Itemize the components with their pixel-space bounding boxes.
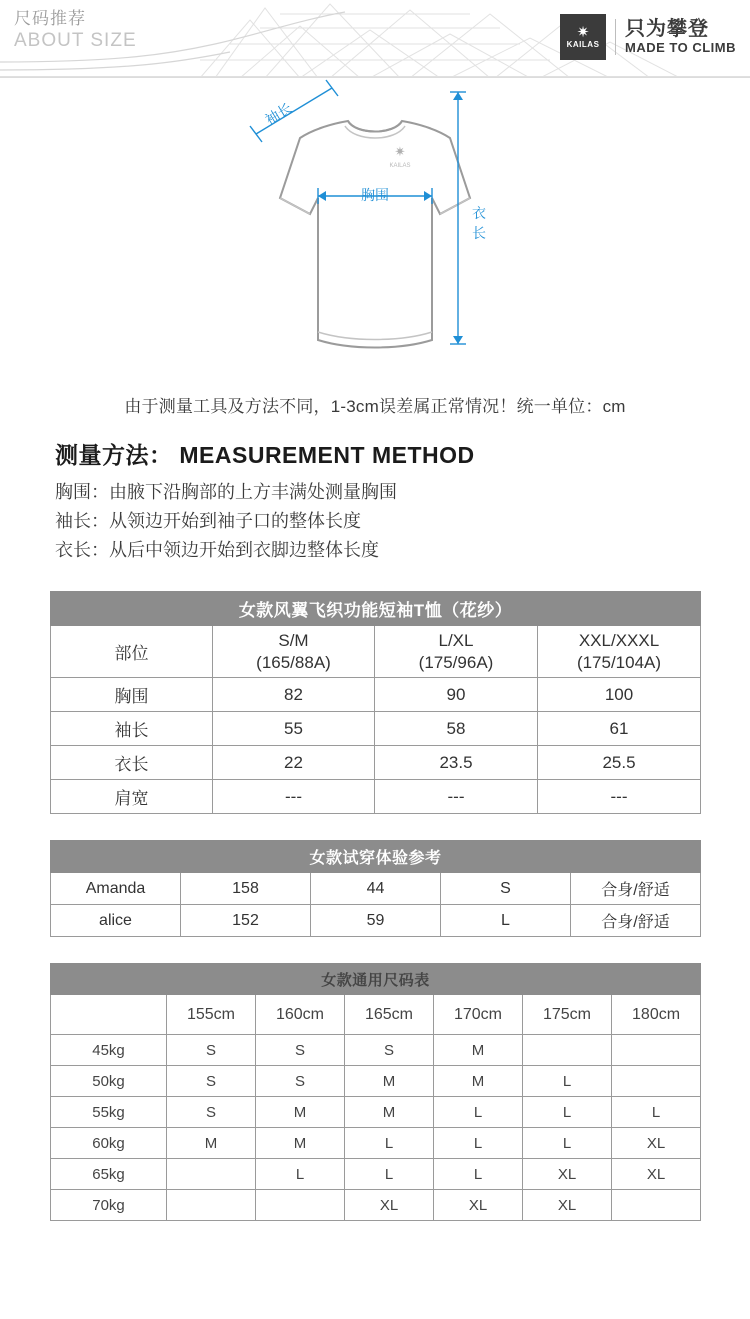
size-row-3-val-2: --- (538, 780, 701, 814)
kailas-logo-icon (560, 14, 606, 60)
size-col-0-spec: (165/88A) (256, 652, 331, 672)
tryon-row-0-weight: 44 (311, 873, 441, 905)
general-row-5-val-5 (612, 1190, 701, 1221)
tryon-row-1-height: 152 (181, 905, 311, 937)
general-row-1-val-0: S (167, 1066, 256, 1097)
brand-slogan-en: MADE TO CLIMB (625, 40, 736, 55)
general-row-4-val-1: L (256, 1159, 345, 1190)
general-row-3-val-4: L (523, 1128, 612, 1159)
size-row-0-val-1: 90 (375, 678, 538, 712)
brand-slogan-cn: 只为攀登 (625, 18, 710, 40)
size-table-header-label: 部位 (51, 626, 213, 678)
general-table-caption-row (51, 964, 701, 995)
general-col-5: 180cm (612, 995, 701, 1035)
size-table (50, 591, 701, 814)
table-row (51, 1066, 701, 1097)
tryon-row-1-name: alice (51, 905, 181, 937)
general-row-0-val-1: S (256, 1035, 345, 1066)
method-line-chest: 胸围：由腋下沿胸部的上方丰满处测量胸围 (55, 482, 397, 502)
tryon-row-0-height: 158 (181, 873, 311, 905)
tryon-table (50, 840, 701, 937)
tryon-table-caption: 女款试穿体验参考 (51, 841, 701, 873)
general-table-header-row (51, 995, 701, 1035)
general-row-1-val-1: S (256, 1066, 345, 1097)
tshirt-diagram-svg (0, 78, 750, 378)
general-table-corner (51, 995, 167, 1035)
general-row-4-val-2: L (345, 1159, 434, 1190)
general-col-0: 155cm (167, 995, 256, 1035)
page-header (0, 0, 750, 78)
size-row-1-label: 袖长 (51, 712, 213, 746)
general-row-1-val-2: M (345, 1066, 434, 1097)
tryon-table-caption-row (51, 841, 701, 873)
size-row-2-val-0: 22 (213, 746, 375, 780)
measurement-tolerance-note: 由于测量工具及方法不同，1-3cm误差属正常情况！统一单位：cm (124, 397, 626, 416)
general-size-table (50, 963, 701, 1221)
svg-text:胸围: 胸围 (361, 187, 389, 203)
table-row (51, 1159, 701, 1190)
table-row (51, 780, 701, 814)
general-row-0-label: 45kg (51, 1035, 167, 1066)
size-col-1-spec: (175/96A) (418, 652, 494, 672)
logo-star-icon: ✷ (576, 23, 590, 41)
size-table-header-row (51, 626, 701, 678)
method-line-sleeve: 袖长：从领边开始到袖子口的整体长度 (55, 511, 361, 531)
size-col-0-size: S/M (278, 630, 309, 650)
general-row-5-label: 70kg (51, 1190, 167, 1221)
tryon-row-0-comment: 合身/舒适 (571, 873, 701, 905)
svg-text:✷: ✷ (394, 144, 406, 159)
general-col-2: 165cm (345, 995, 434, 1035)
general-row-5-val-0 (167, 1190, 256, 1221)
general-row-1-label: 50kg (51, 1066, 167, 1097)
tryon-row-1-weight: 59 (311, 905, 441, 937)
general-row-2-val-0: S (167, 1097, 256, 1128)
general-row-2-val-2: M (345, 1097, 434, 1128)
measurement-method-title: 测量方法： MEASUREMENT METHOD (55, 442, 475, 468)
general-row-2-val-1: M (256, 1097, 345, 1128)
tryon-row-0-size: S (441, 873, 571, 905)
general-row-0-val-3: M (434, 1035, 523, 1066)
general-row-1-val-3: M (434, 1066, 523, 1097)
size-row-0-val-0: 82 (213, 678, 375, 712)
page-bottom-spacer (0, 1221, 750, 1247)
table-row (51, 1035, 701, 1066)
table-row (51, 1128, 701, 1159)
size-table-caption: 女款风翼飞织功能短袖T恤（花纱） (51, 592, 701, 626)
general-row-5-val-2: XL (345, 1190, 434, 1221)
general-col-3: 170cm (434, 995, 523, 1035)
table-row (51, 678, 701, 712)
general-row-5-val-4: XL (523, 1190, 612, 1221)
general-row-0-val-5 (612, 1035, 701, 1066)
general-row-4-val-3: L (434, 1159, 523, 1190)
general-row-4-val-5: XL (612, 1159, 701, 1190)
general-row-2-val-3: L (434, 1097, 523, 1128)
general-table-caption: 女款通用尺码表 (51, 964, 701, 995)
general-row-3-val-2: L (345, 1128, 434, 1159)
general-row-4-label: 65kg (51, 1159, 167, 1190)
general-row-4-val-0 (167, 1159, 256, 1190)
table-row (51, 1097, 701, 1128)
size-col-1-size: L/XL (438, 630, 474, 650)
general-row-2-val-4: L (523, 1097, 612, 1128)
brand-lockup (560, 14, 736, 60)
table-row (51, 712, 701, 746)
measurement-method-block (0, 423, 750, 565)
logo-wordmark: KAILAS (566, 39, 600, 49)
general-row-0-val-4 (523, 1035, 612, 1066)
tshirt-measurement-diagram (0, 78, 750, 378)
general-row-3-label: 60kg (51, 1128, 167, 1159)
general-table-wrap (0, 963, 750, 1221)
tryon-table-wrap (0, 840, 750, 937)
general-row-3-val-5: XL (612, 1128, 701, 1159)
general-row-5-val-3: XL (434, 1190, 523, 1221)
size-row-1-val-2: 61 (538, 712, 701, 746)
size-col-2-spec: (175/104A) (576, 652, 662, 672)
size-row-0-label: 胸围 (51, 678, 213, 712)
size-row-2-label: 衣长 (51, 746, 213, 780)
size-row-1-val-0: 55 (213, 712, 375, 746)
size-row-3-val-0: --- (213, 780, 375, 814)
size-table-header-col-1 (375, 626, 538, 678)
general-row-4-val-4: XL (523, 1159, 612, 1190)
general-row-2-val-5: L (612, 1097, 701, 1128)
general-row-5-val-1 (256, 1190, 345, 1221)
tryon-row-1-size: L (441, 905, 571, 937)
svg-text:KAILAS: KAILAS (389, 163, 411, 169)
table-row (51, 905, 701, 937)
general-col-1: 160cm (256, 995, 345, 1035)
size-table-header-col-2 (538, 626, 701, 678)
brand-slogan (625, 18, 736, 56)
size-table-header-col-0 (213, 626, 375, 678)
brand-divider (615, 19, 616, 55)
page-title-en: ABOUT SIZE (14, 30, 137, 52)
general-row-3-val-3: L (434, 1128, 523, 1159)
general-row-3-val-1: M (256, 1128, 345, 1159)
size-row-3-label: 肩宽 (51, 780, 213, 814)
page-title (14, 8, 137, 53)
size-col-2-size: XXL/XXXL (578, 630, 660, 650)
svg-text:袖长: 袖长 (262, 99, 295, 128)
page-title-cn: 尺码推荐 (14, 9, 86, 28)
svg-text:长: 长 (472, 225, 486, 241)
size-row-3-val-1: --- (375, 780, 538, 814)
general-row-0-val-2: S (345, 1035, 434, 1066)
tryon-row-1-comment: 合身/舒适 (571, 905, 701, 937)
size-row-2-val-2: 25.5 (538, 746, 701, 780)
svg-text:衣: 衣 (472, 205, 486, 221)
general-row-1-val-4: L (523, 1066, 612, 1097)
general-row-1-val-5 (612, 1066, 701, 1097)
table-row (51, 873, 701, 905)
table-row (51, 746, 701, 780)
size-table-caption-row (51, 592, 701, 626)
size-row-1-val-1: 58 (375, 712, 538, 746)
general-row-0-val-0: S (167, 1035, 256, 1066)
tryon-row-0-name: Amanda (51, 873, 181, 905)
general-row-3-val-0: M (167, 1128, 256, 1159)
size-row-2-val-1: 23.5 (375, 746, 538, 780)
size-row-0-val-2: 100 (538, 678, 701, 712)
method-line-length: 衣长：从后中领边开始到衣脚边整体长度 (55, 540, 379, 560)
general-col-4: 175cm (523, 995, 612, 1035)
table-row (51, 1190, 701, 1221)
size-table-wrap (0, 591, 750, 814)
general-row-2-label: 55kg (51, 1097, 167, 1128)
